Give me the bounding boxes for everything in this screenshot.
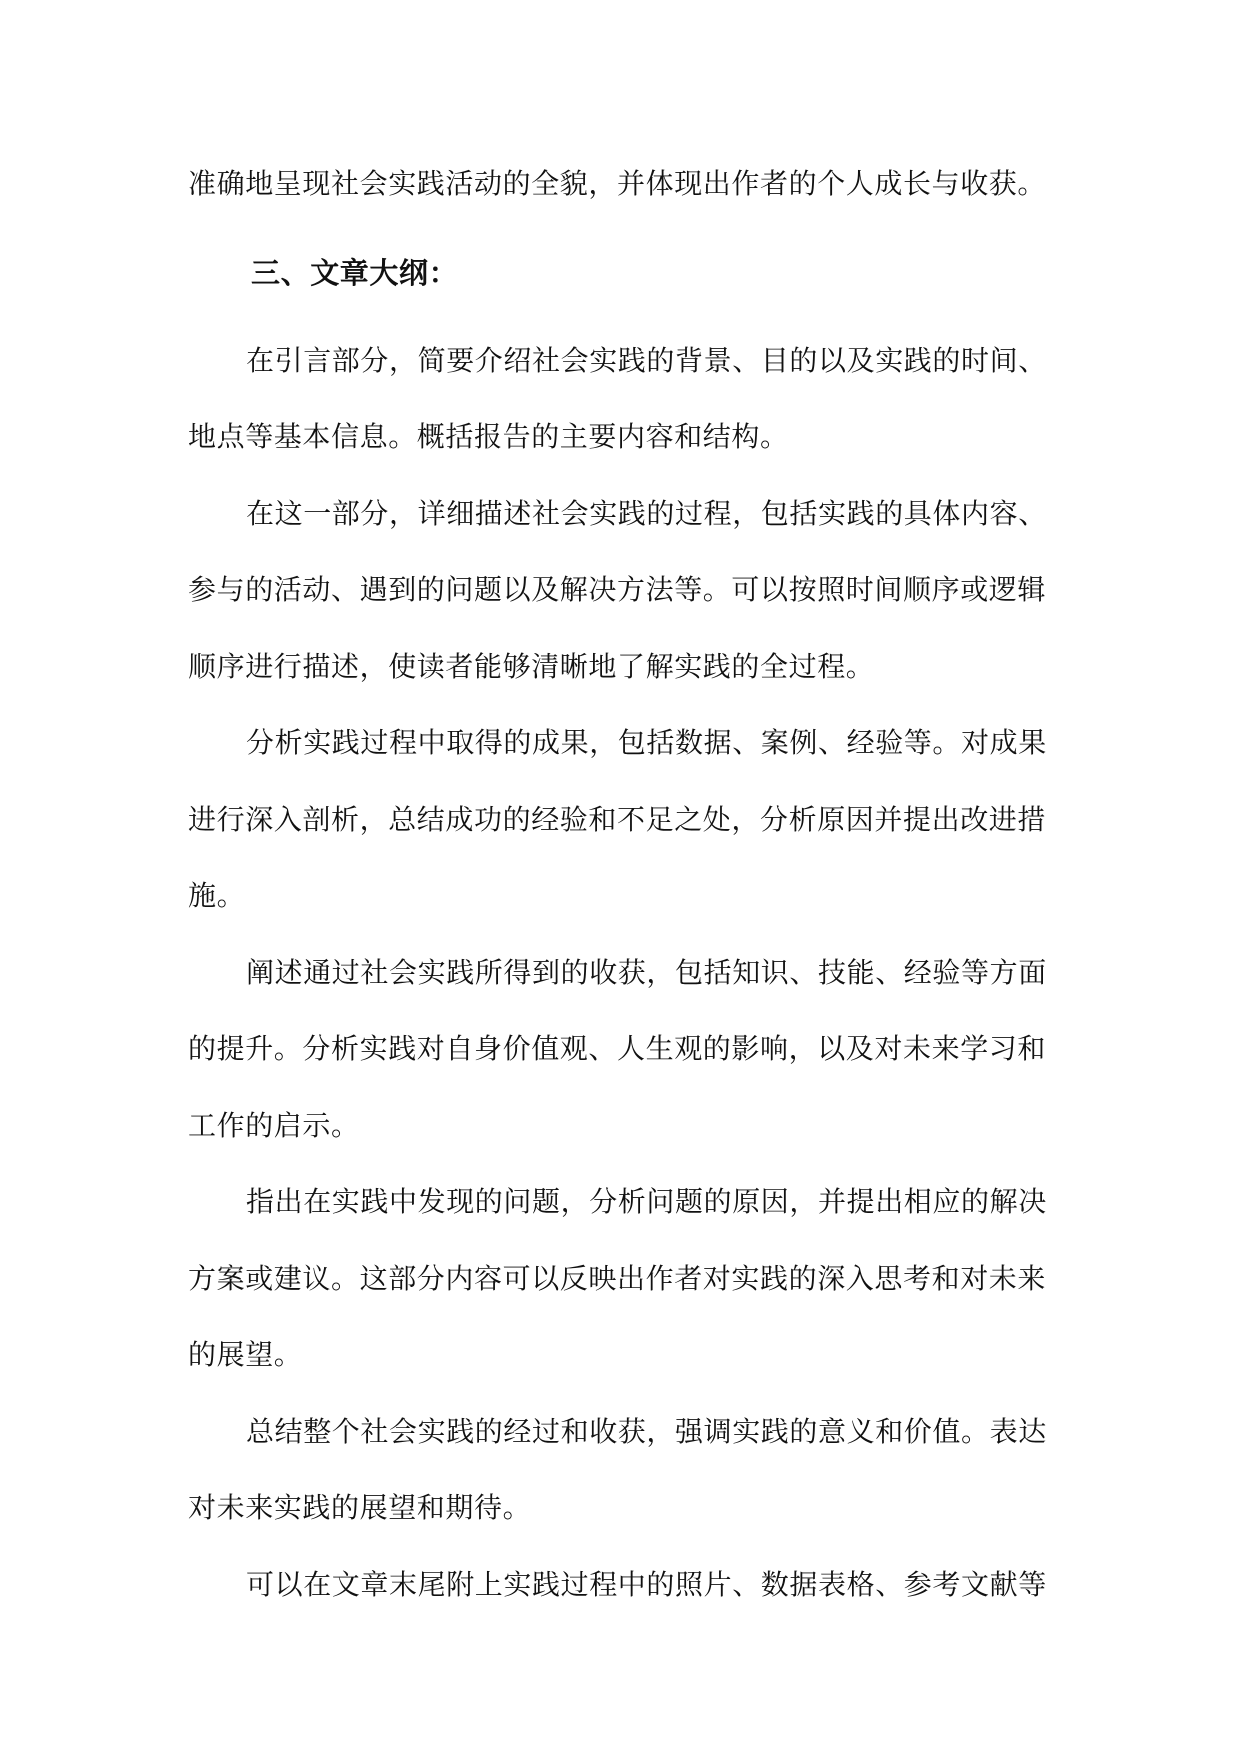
paragraph-line: 可以在文章末尾附上实践过程中的照片、数据表格、参考文献等: [246, 1567, 1047, 1601]
paragraph-line: 阐述通过社会实践所得到的收获，包括知识、技能、经验等方面: [246, 955, 1047, 989]
paragraph-line: 方案或建议。这部分内容可以反映出作者对实践的深入思考和对未来: [188, 1261, 1047, 1295]
paragraph: [188, 476, 1058, 706]
paragraph: [188, 705, 1058, 935]
paragraph-line: 施。: [188, 879, 246, 912]
paragraph-line: 对未来实践的展望和期待。: [188, 1491, 532, 1524]
paragraph-line: 在这一部分，详细描述社会实践的过程，包括实践的具体内容、: [246, 496, 1047, 530]
paragraph-line: 工作的启示。: [188, 1108, 360, 1142]
paragraph: [188, 1394, 1058, 1547]
paragraph-line: 的提升。分析实践对自身价值观、人生观的影响，以及对未来学习和: [188, 1032, 1047, 1065]
paragraph-line: 准确地呈现社会实践活动的全貌，并体现出作者的个人成长与收获。: [188, 167, 1047, 200]
paragraph-line: 地点等基本信息。概括报告的主要内容和结构。: [188, 420, 789, 453]
document-body: [188, 146, 1058, 1623]
paragraph-line: 总结整个社会实践的经过和收获，强调实践的意义和价值。表达: [246, 1414, 1047, 1448]
paragraph-line: 参与的活动、遇到的问题以及解决方法等。可以按照时间顺序或逻辑: [188, 573, 1047, 606]
paragraph-line: 的展望。: [188, 1338, 303, 1371]
paragraph-line: 指出在实践中发现的问题，分析问题的原因，并提出相应的解决: [246, 1185, 1047, 1218]
paragraph-line: 顺序进行描述，使读者能够清晰地了解实践的全过程。: [188, 649, 875, 683]
paragraph-line: 在引言部分，简要介绍社会实践的背景、目的以及实践的时间、: [246, 343, 1047, 377]
paragraph: [188, 323, 1058, 476]
paragraph: [188, 1164, 1058, 1394]
section-heading: 三、文章大纲：: [251, 255, 459, 290]
paragraph-line: 进行深入剖析，总结成功的经验和不足之处，分析原因并提出改进措: [188, 802, 1047, 836]
paragraph: [188, 935, 1058, 1165]
paragraph-line: 分析实践过程中取得的成果，包括数据、案例、经验等。对成果: [246, 726, 1047, 759]
paragraph: [188, 1547, 1058, 1624]
